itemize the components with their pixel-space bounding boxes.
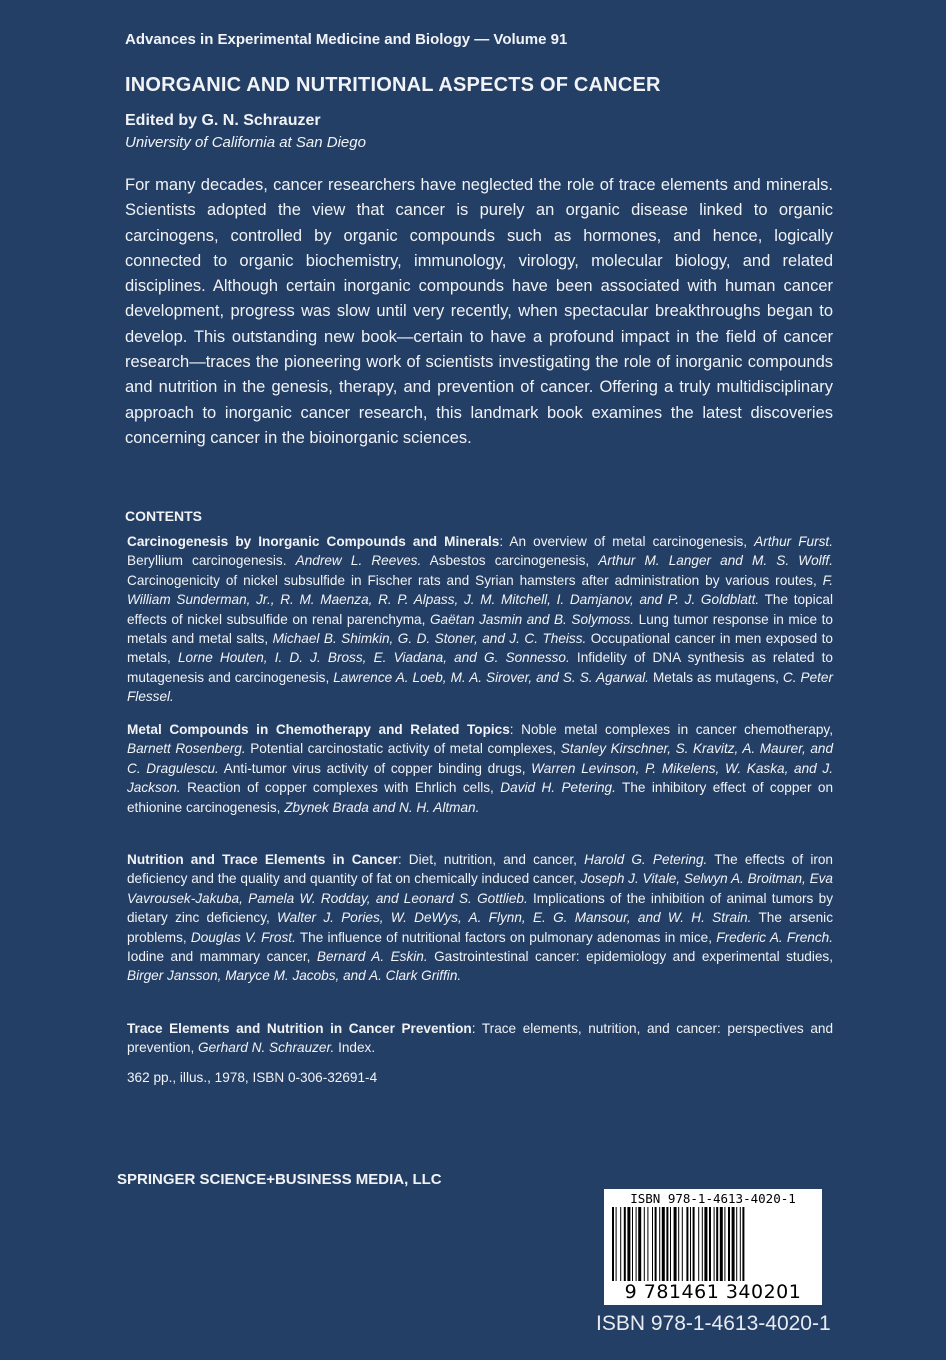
chapter-title: The arsenic problems, (127, 910, 833, 945)
author-names: Arthur Furst. (754, 534, 833, 549)
barcode-bar (704, 1207, 707, 1281)
barcode-bar (702, 1207, 703, 1281)
author-names: David H. Petering. (500, 780, 616, 796)
barcode-bar (678, 1207, 679, 1281)
author-names: Joseph J. Vitale, Selwyn A. Broitman, Eva Vavrousek-Jakuba, Pamela W. Rodday, and Leonard S. Gottlieb. (127, 871, 833, 906)
chapter-title: Noble metal complexes in cancer chemotherapy, (521, 722, 833, 737)
chapter-title: Anti-tumor virus activity of copper binding drugs, (218, 760, 532, 776)
author-names: Barnett Rosenberg. (127, 741, 246, 757)
chapter-title: Asbestos carcinogenesis, (421, 553, 599, 569)
barcode-bar (709, 1207, 711, 1281)
book-title: INORGANIC AND NUTRITIONAL ASPECTS OF CANCER (125, 74, 661, 96)
barcode-bar (620, 1207, 621, 1281)
barcode-bar (682, 1207, 683, 1281)
chapter-title: Lung tumor response in mice to metals and metal salts, (127, 611, 833, 647)
editor-affiliation: University of California at San Diego (125, 134, 366, 151)
barcode-bar (724, 1207, 725, 1281)
chapter-title: Infidelity of DNA synthesis as related to mutagenesis and carcinogenesis, (127, 650, 833, 685)
chapter-title: Trace elements, nutrition, and cancer: perspectives and prevention, (127, 1021, 833, 1056)
author-names: Andrew L. Reeves. (295, 553, 422, 569)
barcode-bar (647, 1207, 648, 1281)
barcode-bar (728, 1207, 730, 1281)
contents-section: Carcinogenesis by Inorganic Compounds and Minerals: An overview of metal carcinogenesis, Arthur Furst. Beryllium carcinogenesis. Andrew L. Reeves. Asbestos carcinogenesis, Arthur M. Langer and M. S. Wolff. Carcinogenicity of nickel subsulfide in Fischer rats and Syrian hamsters after administration by various routes, F. William Sunderman, Jr., R. M. Maenza, R. P. Alpass, J. M. Mitchell, I. Damjanov, and P. J. Goldblatt. The topical effects of nickel subsulfide on renal parenchyma, Gaëtan Jasmin and B. Solymoss. Lung tumor response in mice to metals and metal salts, Michael B. Shimkin, G. D. Stoner, and J. C. Theiss. Occupational cancer in men exposed to metals, Lorne Houten, I. D. J. Bross, E. Viadana, and G. Sonnesso. Infidelity of DNA synthesis as related to mutagenesis and carcinogenesis, Lawrence A. Loeb, M. A. Sirover, and S. S. Agarwal. Metals as mutagens, C. Peter Flessel. (127, 534, 833, 705)
barcode-bar (624, 1207, 626, 1281)
section-heading: Carcinogenesis by Inorganic Compounds and Minerals (127, 534, 500, 549)
barcode-bar (612, 1207, 614, 1281)
author-names: F. William Sunderman, Jr., R. M. Maenza, R. P. Alpass, J. M. Mitchell, I. Damjanov, and P. J. Goldblatt. (127, 572, 833, 608)
barcode-bar (698, 1207, 699, 1281)
barcode-bar (674, 1207, 677, 1281)
barcode-bar (627, 1207, 630, 1281)
barcode-bar (638, 1207, 641, 1281)
barcode-bar (690, 1207, 691, 1281)
barcode-bar (636, 1207, 637, 1281)
barcode-bar (632, 1207, 633, 1281)
barcode-bar (662, 1207, 665, 1281)
publisher-name: SPRINGER SCIENCE+BUSINESS MEDIA, LLC (117, 1171, 442, 1188)
barcode-bar (716, 1207, 718, 1281)
author-names: Arthur M. Langer and M. S. Wolff. (598, 553, 833, 569)
barcode-bars-icon (610, 1207, 816, 1283)
chapter-title: Diet, nutrition, and cancer, (408, 852, 585, 867)
section-heading: Metal Compounds in Chemotherapy and Related Topics (127, 722, 510, 737)
author-names: Douglas V. Frost. (190, 929, 296, 945)
barcode-bar (686, 1207, 688, 1281)
author-names: Gerhard N. Schrauzer. (198, 1040, 335, 1056)
contents-heading: CONTENTS (125, 508, 202, 524)
barcode-bar (644, 1207, 645, 1281)
chapter-title: Gastrointestinal cancer: epidemiology and experimental studies, (427, 949, 833, 965)
contents-section: Metal Compounds in Chemotherapy and Related Topics: Noble metal complexes in cancer chemotherapy, Barnett Rosenberg. Potential carcinostatic activity of metal complexes, Stanley Kirschner, S. Kravitz, A. Maurer, and C. Dragulescu. Anti-tumor virus activity of copper binding drugs, Warren Levinson, P. Mikelens, W. Kaska, and J. Jackson. Reaction of copper complexes with Ehrlich cells, David H. Petering. The inhibitory effect of copper on ethionine carcinogenesis, Zbynek Brada and N. H. Altman. (127, 722, 834, 815)
chapter-title: Beryllium carcinogenesis. (127, 553, 296, 569)
barcode-bar (693, 1207, 695, 1281)
author-names: Michael B. Shimkin, G. D. Stoner, and J. C. Theiss. (272, 631, 587, 647)
barcode-bar (732, 1207, 735, 1281)
chapter-title: Reaction of copper complexes with Ehrlich cells, (180, 780, 501, 796)
contents-section: Nutrition and Trace Elements in Cancer: Diet, nutrition, and cancer, Harold G. Petering. The effects of iron deficiency and the quality and quantity of fat on chemically induced cancer, Joseph J. Vitale, Selwyn A. Broitman, Eva Vavrousek-Jakuba, Pamela W. Rodday, and Leonard S. Gottlieb. Implications of the inhibition of animal tumors by dietary zinc deficiency, Walter J. Pories, W. DeWys, A. Flynn, E. G. Mansour, and W. H. Strain. The arsenic problems, Douglas V. Frost. The influence of nutritional factors on pulmonary adenomas in mice, Frederic A. French. Iodine and mammary cancer, Bernard A. Eskin. Gastrointestinal cancer: epidemiology and experimental studies, Birger Jansson, Maryce M. Jacobs, and A. Clark Griffin. (127, 852, 833, 984)
section-heading: Nutrition and Trace Elements in Cancer (127, 852, 398, 867)
chapter-title: Potential carcinostatic activity of metal complexes, (245, 741, 561, 757)
isbn-barcode (604, 1189, 822, 1305)
chapter-title: Iodine and mammary cancer, (127, 949, 317, 965)
chapter-title: Carcinogenicity of nickel subsulfide in Fischer rats and Syrian hamsters after administration by various routes, (127, 572, 823, 588)
chapter-title: An overview of metal carcinogenesis, (509, 534, 755, 549)
chapter-title: Implications of the inhibition of animal tumors by dietary zinc deficiency, (127, 890, 833, 926)
author-names: Stanley Kirschner, S. Kravitz, A. Maurer, and C. Dragulescu. (127, 741, 834, 776)
barcode-bar (714, 1207, 715, 1281)
barcode-isbn-label: ISBN 978-1-4613-4020-1 (630, 1191, 796, 1206)
chapter-title: The inhibitory effect of copper on ethionine carcinogenesis, (127, 780, 834, 815)
publication-info: 362 pp., illus., 1978, ISBN 0-306-32691-4 (127, 1070, 378, 1085)
author-names: Lorne Houten, I. D. J. Bross, E. Viadana, and G. Sonnesso. (177, 650, 570, 666)
author-names: Warren Levinson, P. Mikelens, W. Kaska, and J. Jackson. (127, 760, 834, 796)
barcode-bar (659, 1207, 660, 1281)
barcode-bar (652, 1207, 653, 1281)
chapter-title: The influence of nutritional factors on pulmonary adenomas in mice, (295, 929, 717, 945)
author-names: C. Peter Flessel. (127, 669, 833, 705)
book-description: For many decades, cancer researchers have neglected the role of trace elements and minerals. Scientists adopted the view that cancer is purely an organic disease linked to organic carcinogens, controlled by organic compounds such as hormones, and hence, logically connected to organic biochemistry, immunology, virology, molecular biology, and related disciplines. Although certain inorganic compounds have been associated with human cancer development, progress was slow until very recently, when spectacular breakthroughs began to develop. This outstanding new book—certain to have a profound impact in the field of cancer research—traces the pioneering work of scientists investigating the role of inorganic compounds and nutrition in the genesis, therapy, and prevention of cancer. Offering a truly multidisciplinary approach to inorganic cancer research, this landmark book examines the latest discoveries concerning cancer in the bioinorganic sciences. (125, 176, 833, 447)
chapter-title: The topical effects of nickel subsulfide on renal parenchyma, (127, 592, 833, 627)
author-names: Walter J. Pories, W. DeWys, A. Flynn, E. G. Mansour, and W. H. Strain. (277, 910, 752, 926)
series-line: Advances in Experimental Medicine and Biology — Volume 91 (125, 31, 568, 48)
barcode-bar (655, 1207, 657, 1281)
author-names: Bernard A. Eskin. (316, 949, 428, 965)
barcode-bar (740, 1207, 741, 1281)
chapter-title: The effects of iron deficiency and the quality and quantity of fat on chemically induced cancer, (127, 852, 833, 887)
author-names: Lawrence A. Loeb, M. A. Sirover, and S. S. Agarwal. (333, 669, 649, 685)
author-names: Frederic A. French. (716, 929, 833, 945)
section-heading: Trace Elements and Nutrition in Cancer Prevention (127, 1021, 472, 1036)
barcode-bar (736, 1207, 737, 1281)
barcode-bar (720, 1207, 723, 1281)
author-names: Harold G. Petering. (584, 852, 708, 867)
chapter-title: Metals as mutagens, (648, 669, 783, 685)
barcode-bar (666, 1207, 668, 1281)
barcode-bar (742, 1207, 744, 1281)
barcode-bar (670, 1207, 671, 1281)
barcode-number: 9 781461 340201 (624, 1281, 802, 1303)
barcode-bar (616, 1207, 617, 1281)
isbn-text: ISBN 978-1-4613-4020-1 (596, 1312, 831, 1335)
editor-line: Edited by G. N. Schrauzer (125, 112, 321, 129)
contents-section: Trace Elements and Nutrition in Cancer Prevention: Trace elements, nutrition, and cancer: perspectives and prevention, Gerhard N. Schrauzer. Index. (127, 1021, 833, 1056)
chapter-title: Occupational cancer in men exposed to metals, (127, 631, 833, 666)
author-names: Gaëtan Jasmin and B. Solymoss. (429, 611, 635, 627)
author-names: Birger Jansson, Maryce M. Jacobs, and A. Clark Griffin. (127, 968, 462, 984)
author-names: Zbynek Brada and N. H. Altman. (284, 799, 480, 815)
chapter-title: Index. (334, 1040, 376, 1056)
